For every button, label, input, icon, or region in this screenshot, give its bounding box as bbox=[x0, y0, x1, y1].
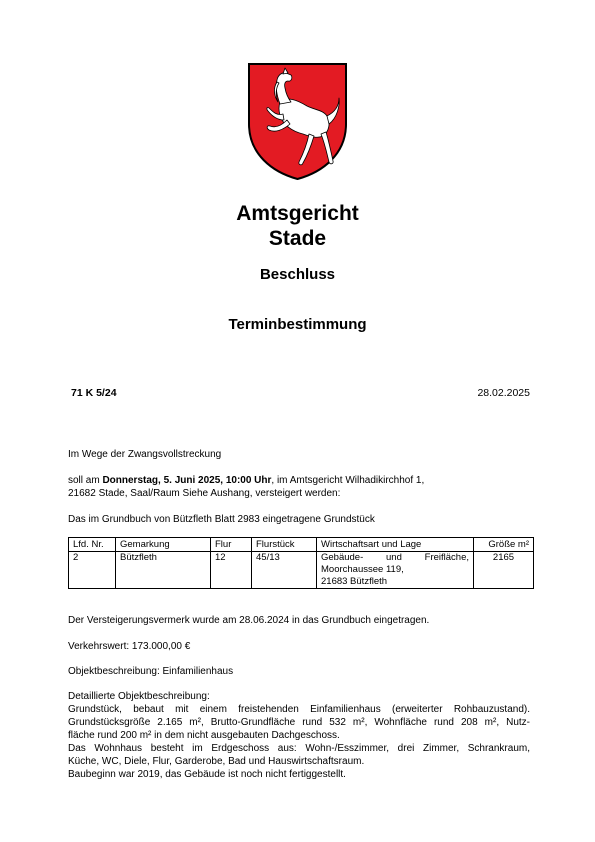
termin-line-2: 21682 Stade, Saal/Raum Siehe Aushang, versteigert werden: bbox=[68, 488, 341, 499]
col-header-nr: Lfd. Nr. bbox=[69, 538, 116, 552]
document-subtitle: Terminbestimmung bbox=[228, 316, 367, 333]
detail-line: Grundstück, bebaut mit einem freistehenden Einfamilienhaus (erweiterter Rohbauzustand). bbox=[68, 704, 530, 715]
court-name: Amtsgericht bbox=[236, 202, 359, 225]
termin-suffix: , im Amtsgericht Wilhadikirchhof 1, bbox=[271, 475, 425, 486]
termin-datetime: Donnerstag, 5. Juni 2025, 10:00 Uhr bbox=[102, 475, 272, 486]
col-header-gemarkung: Gemarkung bbox=[116, 538, 211, 552]
col-header-flurstueck: Flurstück bbox=[252, 538, 317, 552]
table-header-row bbox=[69, 538, 534, 552]
grundbuch-text: Das im Grundbuch von Bützfleth Blatt 2983 eingetragene Grundstück bbox=[68, 514, 375, 525]
intro-text: Im Wege der Zwangsvollstreckung bbox=[68, 449, 222, 460]
cell-flurstueck: 45/13 bbox=[252, 552, 317, 589]
col-header-flur: Flur bbox=[211, 538, 252, 552]
table-row bbox=[69, 552, 534, 589]
case-number: 71 K 5/24 bbox=[71, 387, 117, 399]
verkehrswert-text: Verkehrswert: 173.000,00 € bbox=[68, 641, 191, 652]
cell-nr: 2 bbox=[69, 552, 116, 589]
lage-line: 21683 Bützfleth bbox=[321, 576, 388, 587]
termin-prefix: soll am bbox=[68, 475, 103, 486]
court-city: Stade bbox=[268, 227, 327, 250]
detail-line: Küche, WC, Diele, Flur, Garderobe, Bad und Hauswirtschaftsraum. bbox=[68, 756, 365, 767]
cell-gemarkung: Bützfleth bbox=[116, 552, 211, 589]
detail-line: Grundstücksgröße 2.165 m², Brutto-Grundfläche rund 532 m², Wohnfläche rund 208 m², Nutz- bbox=[68, 717, 530, 728]
lage-line: Moorchaussee 119, bbox=[321, 564, 404, 575]
lage-line: Gebäude- und Freifläche, bbox=[321, 552, 469, 563]
col-header-groesse: Größe m² bbox=[474, 538, 534, 552]
detail-line: Detaillierte Objektbeschreibung: bbox=[68, 691, 210, 702]
lower-saxony-horse-icon bbox=[247, 62, 348, 181]
vermerk-text: Der Versteigerungsvermerk wurde am 28.06.2024 in das Grundbuch eingetragen. bbox=[68, 615, 430, 626]
document-title: Beschluss bbox=[259, 266, 336, 283]
cell-lage bbox=[317, 552, 474, 589]
objekt-text: Objektbeschreibung: Einfamilienhaus bbox=[68, 666, 234, 677]
cell-groesse: 2165 bbox=[474, 552, 534, 589]
property-table bbox=[68, 537, 534, 589]
cell-flur: 12 bbox=[211, 552, 252, 589]
termin-paragraph bbox=[68, 474, 530, 500]
detail-line: Das Wohnhaus besteht im Erdgeschoss aus: Wohn-/Esszimmer, drei Zimmer, Schrankraum, bbox=[68, 743, 530, 754]
detail-line: fläche rund 200 m² in dem nicht ausgebauten Dachgeschoss. bbox=[68, 730, 340, 741]
detail-description bbox=[68, 690, 530, 781]
detail-line: Baubeginn war 2019, das Gebäude ist noch nicht fertiggestellt. bbox=[68, 769, 346, 780]
col-header-lage: Wirtschaftsart und Lage bbox=[317, 538, 474, 552]
document-date: 28.02.2025 bbox=[477, 387, 530, 399]
termin-line-1 bbox=[68, 474, 530, 487]
